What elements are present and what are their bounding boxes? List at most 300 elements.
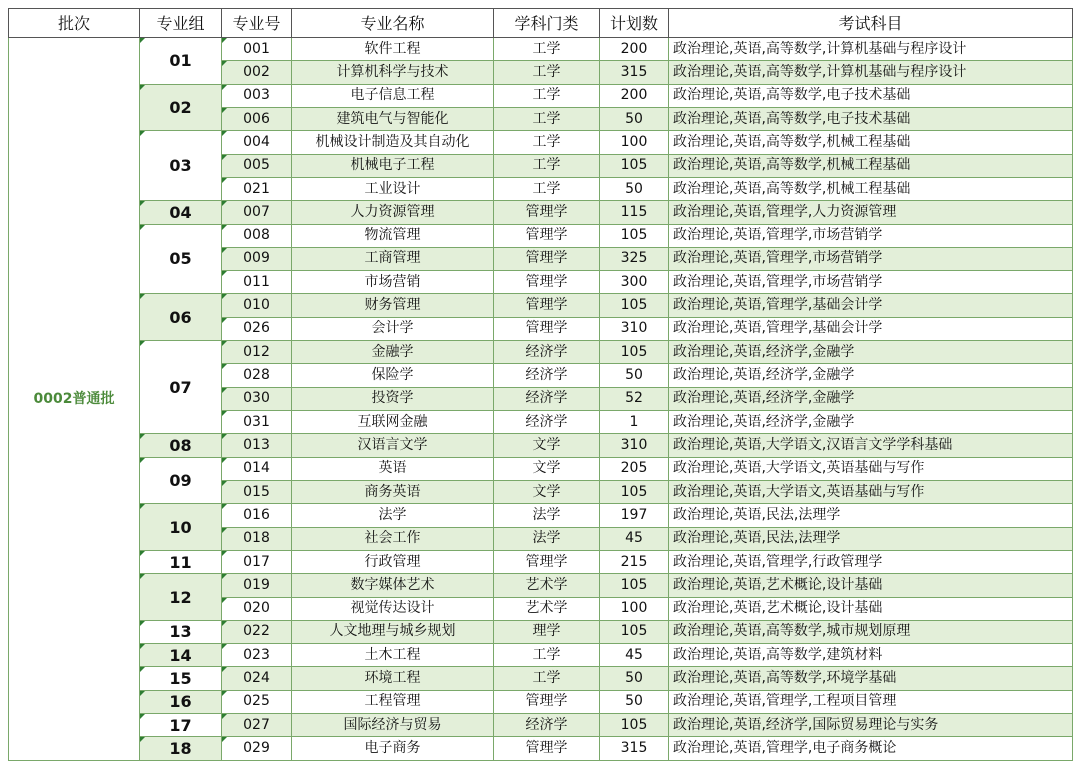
code-cell xyxy=(222,131,292,154)
name-cell: 机械电子工程 xyxy=(292,154,494,177)
name-cell: 会计学 xyxy=(292,317,494,340)
group-cell xyxy=(140,38,222,85)
code-cell xyxy=(222,38,292,61)
code-cell xyxy=(222,620,292,643)
group-cell xyxy=(140,341,222,434)
category-cell: 管理学 xyxy=(494,690,600,713)
major-code: 028 xyxy=(243,367,270,384)
category-cell: 工学 xyxy=(494,61,600,84)
code-cell xyxy=(222,597,292,620)
major-code: 005 xyxy=(243,157,270,174)
subjects-cell: 政治理论,英语,民法,法理学 xyxy=(669,527,1073,550)
cell-marker-icon xyxy=(140,458,145,463)
plan-cell: 50 xyxy=(600,107,669,130)
cell-marker-icon xyxy=(222,528,227,533)
table-row xyxy=(9,434,1073,457)
name-cell: 工业设计 xyxy=(292,177,494,200)
name-cell: 机械设计制造及其自动化 xyxy=(292,131,494,154)
category-cell: 工学 xyxy=(494,131,600,154)
group-number: 10 xyxy=(169,517,192,537)
group-number: 02 xyxy=(169,97,192,117)
code-cell xyxy=(222,550,292,573)
code-cell xyxy=(222,107,292,130)
major-code: 003 xyxy=(243,87,270,104)
subjects-cell: 政治理论,英语,高等数学,环境学基础 xyxy=(669,667,1073,690)
plan-cell: 200 xyxy=(600,38,669,61)
major-code: 014 xyxy=(243,460,270,477)
group-number: 07 xyxy=(169,377,192,397)
major-code: 011 xyxy=(243,273,270,290)
major-code: 016 xyxy=(243,506,270,523)
group-number: 12 xyxy=(169,587,192,607)
code-cell xyxy=(222,504,292,527)
cell-marker-icon xyxy=(140,621,145,626)
group-cell xyxy=(140,644,222,667)
table-row xyxy=(9,131,1073,154)
code-cell xyxy=(222,434,292,457)
table-row xyxy=(9,620,1073,643)
subjects-cell: 政治理论,英语,管理学,工程项目管理 xyxy=(669,690,1073,713)
name-cell: 环境工程 xyxy=(292,667,494,690)
cell-marker-icon xyxy=(222,388,227,393)
group-number: 01 xyxy=(169,51,192,71)
batch-cell: 0002普通批 xyxy=(9,38,140,761)
group-cell xyxy=(140,690,222,713)
subjects-cell: 政治理论,英语,高等数学,机械工程基础 xyxy=(669,177,1073,200)
category-cell: 管理学 xyxy=(494,224,600,247)
name-cell: 工商管理 xyxy=(292,247,494,270)
cell-marker-icon xyxy=(140,131,145,136)
code-cell xyxy=(222,714,292,737)
category-cell: 文学 xyxy=(494,457,600,480)
group-cell xyxy=(140,667,222,690)
group-number: 05 xyxy=(169,249,192,269)
table-row xyxy=(9,714,1073,737)
cell-marker-icon xyxy=(222,61,227,66)
category-cell: 管理学 xyxy=(494,294,600,317)
code-cell xyxy=(222,271,292,294)
cell-marker-icon xyxy=(222,621,227,626)
cell-marker-icon xyxy=(140,667,145,672)
name-cell: 软件工程 xyxy=(292,38,494,61)
code-cell xyxy=(222,201,292,224)
major-code: 004 xyxy=(243,133,270,150)
table-row xyxy=(9,550,1073,573)
category-cell: 法学 xyxy=(494,527,600,550)
group-cell xyxy=(140,224,222,294)
subjects-cell: 政治理论,英语,管理学,市场营销学 xyxy=(669,271,1073,294)
category-cell: 管理学 xyxy=(494,737,600,761)
group-cell xyxy=(140,84,222,131)
header-row xyxy=(9,9,1073,38)
group-number: 15 xyxy=(169,669,192,689)
cell-marker-icon xyxy=(140,294,145,299)
major-code: 007 xyxy=(243,203,270,220)
group-number: 16 xyxy=(169,692,192,712)
major-code: 021 xyxy=(243,180,270,197)
header-name: 专业名称 xyxy=(292,9,494,38)
plan-cell: 315 xyxy=(600,737,669,761)
subjects-cell: 政治理论,英语,经济学,国际贸易理论与实务 xyxy=(669,714,1073,737)
subjects-cell: 政治理论,英语,经济学,金融学 xyxy=(669,411,1073,434)
admissions-plan-table xyxy=(8,8,1073,761)
plan-cell: 45 xyxy=(600,527,669,550)
code-cell xyxy=(222,341,292,364)
table-row xyxy=(9,38,1073,61)
group-number: 13 xyxy=(169,622,192,642)
category-cell: 经济学 xyxy=(494,341,600,364)
cell-marker-icon xyxy=(222,551,227,556)
cell-marker-icon xyxy=(222,225,227,230)
cell-marker-icon xyxy=(222,364,227,369)
plan-cell: 325 xyxy=(600,247,669,270)
name-cell: 计算机科学与技术 xyxy=(292,61,494,84)
major-code: 017 xyxy=(243,553,270,570)
group-cell xyxy=(140,201,222,224)
header-plan: 计划数 xyxy=(600,9,669,38)
subjects-cell: 政治理论,英语,管理学,人力资源管理 xyxy=(669,201,1073,224)
cell-marker-icon xyxy=(222,737,227,742)
cell-marker-icon xyxy=(140,644,145,649)
category-cell: 工学 xyxy=(494,154,600,177)
subjects-cell: 政治理论,英语,大学语文,汉语言文学学科基础 xyxy=(669,434,1073,457)
code-cell xyxy=(222,364,292,387)
major-code: 029 xyxy=(243,740,270,757)
code-cell xyxy=(222,224,292,247)
plan-cell: 105 xyxy=(600,154,669,177)
major-code: 019 xyxy=(243,576,270,593)
group-cell xyxy=(140,457,222,504)
major-code: 026 xyxy=(243,320,270,337)
category-cell: 工学 xyxy=(494,84,600,107)
subjects-cell: 政治理论,英语,经济学,金融学 xyxy=(669,387,1073,410)
name-cell: 金融学 xyxy=(292,341,494,364)
subjects-cell: 政治理论,英语,高等数学,计算机基础与程序设计 xyxy=(669,61,1073,84)
subjects-cell: 政治理论,英语,艺术概论,设计基础 xyxy=(669,597,1073,620)
group-cell xyxy=(140,574,222,621)
code-cell xyxy=(222,84,292,107)
subjects-cell: 政治理论,英语,管理学,行政管理学 xyxy=(669,550,1073,573)
cell-marker-icon xyxy=(222,178,227,183)
subjects-cell: 政治理论,英语,高等数学,建筑材料 xyxy=(669,644,1073,667)
name-cell: 市场营销 xyxy=(292,271,494,294)
plan-cell: 115 xyxy=(600,201,669,224)
subjects-cell: 政治理论,英语,高等数学,机械工程基础 xyxy=(669,154,1073,177)
table-row xyxy=(9,667,1073,690)
group-number: 04 xyxy=(169,202,192,222)
plan-cell: 310 xyxy=(600,317,669,340)
table-row xyxy=(9,504,1073,527)
category-cell: 工学 xyxy=(494,644,600,667)
subjects-cell: 政治理论,英语,大学语文,英语基础与写作 xyxy=(669,457,1073,480)
table-body xyxy=(9,38,1073,761)
code-cell xyxy=(222,154,292,177)
group-number: 14 xyxy=(169,645,192,665)
code-cell xyxy=(222,667,292,690)
cell-marker-icon xyxy=(222,318,227,323)
subjects-cell: 政治理论,英语,高等数学,电子技术基础 xyxy=(669,84,1073,107)
major-code: 020 xyxy=(243,600,270,617)
subjects-cell: 政治理论,英语,管理学,市场营销学 xyxy=(669,224,1073,247)
category-cell: 管理学 xyxy=(494,201,600,224)
subjects-cell: 政治理论,英语,高等数学,机械工程基础 xyxy=(669,131,1073,154)
category-cell: 管理学 xyxy=(494,247,600,270)
plan-cell: 50 xyxy=(600,177,669,200)
category-cell: 文学 xyxy=(494,434,600,457)
code-cell xyxy=(222,457,292,480)
category-cell: 管理学 xyxy=(494,550,600,573)
subjects-cell: 政治理论,英语,民法,法理学 xyxy=(669,504,1073,527)
major-code: 025 xyxy=(243,693,270,710)
group-number: 17 xyxy=(169,715,192,735)
plan-cell: 205 xyxy=(600,457,669,480)
subjects-cell: 政治理论,英语,管理学,市场营销学 xyxy=(669,247,1073,270)
major-code: 024 xyxy=(243,670,270,687)
category-cell: 经济学 xyxy=(494,411,600,434)
name-cell: 保险学 xyxy=(292,364,494,387)
code-cell xyxy=(222,294,292,317)
major-code: 022 xyxy=(243,623,270,640)
category-cell: 艺术学 xyxy=(494,597,600,620)
cell-marker-icon xyxy=(222,667,227,672)
group-cell xyxy=(140,737,222,761)
cell-marker-icon xyxy=(222,714,227,719)
cell-marker-icon xyxy=(222,504,227,509)
cell-marker-icon xyxy=(140,551,145,556)
name-cell: 人力资源管理 xyxy=(292,201,494,224)
subjects-cell: 政治理论,英语,大学语文,英语基础与写作 xyxy=(669,480,1073,503)
major-code: 008 xyxy=(243,227,270,244)
subjects-cell: 政治理论,英语,管理学,基础会计学 xyxy=(669,294,1073,317)
major-code: 031 xyxy=(243,413,270,430)
name-cell: 建筑电气与智能化 xyxy=(292,107,494,130)
subjects-cell: 政治理论,英语,艺术概论,设计基础 xyxy=(669,574,1073,597)
major-code: 018 xyxy=(243,530,270,547)
category-cell: 管理学 xyxy=(494,271,600,294)
header-code: 专业号 xyxy=(222,9,292,38)
name-cell: 数字媒体艺术 xyxy=(292,574,494,597)
major-code: 030 xyxy=(243,390,270,407)
category-cell: 文学 xyxy=(494,480,600,503)
plan-cell: 315 xyxy=(600,61,669,84)
cell-marker-icon xyxy=(222,248,227,253)
category-cell: 艺术学 xyxy=(494,574,600,597)
major-code: 006 xyxy=(243,110,270,127)
name-cell: 视觉传达设计 xyxy=(292,597,494,620)
group-cell xyxy=(140,434,222,457)
name-cell: 投资学 xyxy=(292,387,494,410)
code-cell xyxy=(222,574,292,597)
major-code: 009 xyxy=(243,250,270,267)
group-cell xyxy=(140,294,222,341)
header-subjects: 考试科目 xyxy=(669,9,1073,38)
name-cell: 商务英语 xyxy=(292,480,494,503)
major-code: 015 xyxy=(243,483,270,500)
name-cell: 财务管理 xyxy=(292,294,494,317)
subjects-cell: 政治理论,英语,管理学,基础会计学 xyxy=(669,317,1073,340)
cell-marker-icon xyxy=(140,85,145,90)
header-batch: 批次 xyxy=(9,9,140,38)
header-group: 专业组 xyxy=(140,9,222,38)
plan-cell: 300 xyxy=(600,271,669,294)
category-cell: 管理学 xyxy=(494,317,600,340)
group-cell xyxy=(140,714,222,737)
group-cell xyxy=(140,620,222,643)
category-cell: 工学 xyxy=(494,177,600,200)
plan-cell: 215 xyxy=(600,550,669,573)
category-cell: 经济学 xyxy=(494,387,600,410)
major-code: 002 xyxy=(243,63,270,80)
group-number: 18 xyxy=(169,739,192,759)
group-number: 11 xyxy=(169,552,192,572)
cell-marker-icon xyxy=(140,225,145,230)
table-row xyxy=(9,457,1073,480)
cell-marker-icon xyxy=(140,201,145,206)
plan-cell: 105 xyxy=(600,574,669,597)
cell-marker-icon xyxy=(140,737,145,742)
plan-cell: 105 xyxy=(600,224,669,247)
cell-marker-icon xyxy=(222,38,227,43)
table-row xyxy=(9,84,1073,107)
subjects-cell: 政治理论,英语,高等数学,城市规划原理 xyxy=(669,620,1073,643)
category-cell: 工学 xyxy=(494,667,600,690)
category-cell: 工学 xyxy=(494,107,600,130)
name-cell: 汉语言文学 xyxy=(292,434,494,457)
cell-marker-icon xyxy=(222,155,227,160)
plan-cell: 45 xyxy=(600,644,669,667)
plan-cell: 100 xyxy=(600,131,669,154)
cell-marker-icon xyxy=(222,481,227,486)
cell-marker-icon xyxy=(140,434,145,439)
code-cell xyxy=(222,61,292,84)
major-code: 023 xyxy=(243,646,270,663)
header-category: 学科门类 xyxy=(494,9,600,38)
plan-cell: 50 xyxy=(600,690,669,713)
major-code: 012 xyxy=(243,343,270,360)
cell-marker-icon xyxy=(222,85,227,90)
group-cell xyxy=(140,504,222,551)
plan-cell: 105 xyxy=(600,294,669,317)
table-row xyxy=(9,341,1073,364)
name-cell: 土木工程 xyxy=(292,644,494,667)
name-cell: 互联网金融 xyxy=(292,411,494,434)
plan-cell: 1 xyxy=(600,411,669,434)
cell-marker-icon xyxy=(140,38,145,43)
cell-marker-icon xyxy=(222,644,227,649)
plan-cell: 200 xyxy=(600,84,669,107)
name-cell: 人文地理与城乡规划 xyxy=(292,620,494,643)
plan-cell: 197 xyxy=(600,504,669,527)
code-cell xyxy=(222,644,292,667)
name-cell: 法学 xyxy=(292,504,494,527)
plan-cell: 105 xyxy=(600,341,669,364)
category-cell: 经济学 xyxy=(494,364,600,387)
cell-marker-icon xyxy=(222,434,227,439)
cell-marker-icon xyxy=(222,271,227,276)
code-cell xyxy=(222,690,292,713)
major-code: 027 xyxy=(243,716,270,733)
plan-cell: 105 xyxy=(600,714,669,737)
name-cell: 行政管理 xyxy=(292,550,494,573)
cell-marker-icon xyxy=(140,504,145,509)
table-row xyxy=(9,690,1073,713)
table-row xyxy=(9,224,1073,247)
code-cell xyxy=(222,737,292,761)
plan-cell: 105 xyxy=(600,620,669,643)
code-cell xyxy=(222,247,292,270)
category-cell: 法学 xyxy=(494,504,600,527)
category-cell: 理学 xyxy=(494,620,600,643)
code-cell xyxy=(222,411,292,434)
group-cell xyxy=(140,131,222,201)
cell-marker-icon xyxy=(222,691,227,696)
name-cell: 社会工作 xyxy=(292,527,494,550)
name-cell: 工程管理 xyxy=(292,690,494,713)
plan-cell: 310 xyxy=(600,434,669,457)
cell-marker-icon xyxy=(222,131,227,136)
cell-marker-icon xyxy=(222,574,227,579)
table-row xyxy=(9,201,1073,224)
plan-cell: 105 xyxy=(600,480,669,503)
group-number: 06 xyxy=(169,307,192,327)
cell-marker-icon xyxy=(222,411,227,416)
table-row xyxy=(9,574,1073,597)
table-row xyxy=(9,294,1073,317)
group-number: 03 xyxy=(169,156,192,176)
name-cell: 英语 xyxy=(292,457,494,480)
group-cell xyxy=(140,550,222,573)
name-cell: 电子商务 xyxy=(292,737,494,761)
major-code: 013 xyxy=(243,436,270,453)
plan-cell: 50 xyxy=(600,364,669,387)
code-cell xyxy=(222,387,292,410)
subjects-cell: 政治理论,英语,管理学,电子商务概论 xyxy=(669,737,1073,761)
code-cell xyxy=(222,317,292,340)
cell-marker-icon xyxy=(222,108,227,113)
group-number: 08 xyxy=(169,435,192,455)
subjects-cell: 政治理论,英语,经济学,金融学 xyxy=(669,341,1073,364)
major-code: 010 xyxy=(243,297,270,314)
plan-cell: 52 xyxy=(600,387,669,410)
group-number: 09 xyxy=(169,470,192,490)
name-cell: 国际经济与贸易 xyxy=(292,714,494,737)
name-cell: 物流管理 xyxy=(292,224,494,247)
cell-marker-icon xyxy=(140,714,145,719)
code-cell xyxy=(222,177,292,200)
code-cell xyxy=(222,480,292,503)
subjects-cell: 政治理论,英语,经济学,金融学 xyxy=(669,364,1073,387)
subjects-cell: 政治理论,英语,高等数学,电子技术基础 xyxy=(669,107,1073,130)
subjects-cell: 政治理论,英语,高等数学,计算机基础与程序设计 xyxy=(669,38,1073,61)
table-row xyxy=(9,644,1073,667)
cell-marker-icon xyxy=(140,341,145,346)
name-cell: 电子信息工程 xyxy=(292,84,494,107)
cell-marker-icon xyxy=(222,598,227,603)
major-code: 001 xyxy=(243,40,270,57)
category-cell: 工学 xyxy=(494,38,600,61)
cell-marker-icon xyxy=(222,201,227,206)
cell-marker-icon xyxy=(140,574,145,579)
cell-marker-icon xyxy=(222,294,227,299)
plan-cell: 50 xyxy=(600,667,669,690)
plan-cell: 100 xyxy=(600,597,669,620)
cell-marker-icon xyxy=(222,341,227,346)
table-row xyxy=(9,737,1073,761)
code-cell xyxy=(222,527,292,550)
cell-marker-icon xyxy=(140,691,145,696)
category-cell: 经济学 xyxy=(494,714,600,737)
cell-marker-icon xyxy=(222,458,227,463)
